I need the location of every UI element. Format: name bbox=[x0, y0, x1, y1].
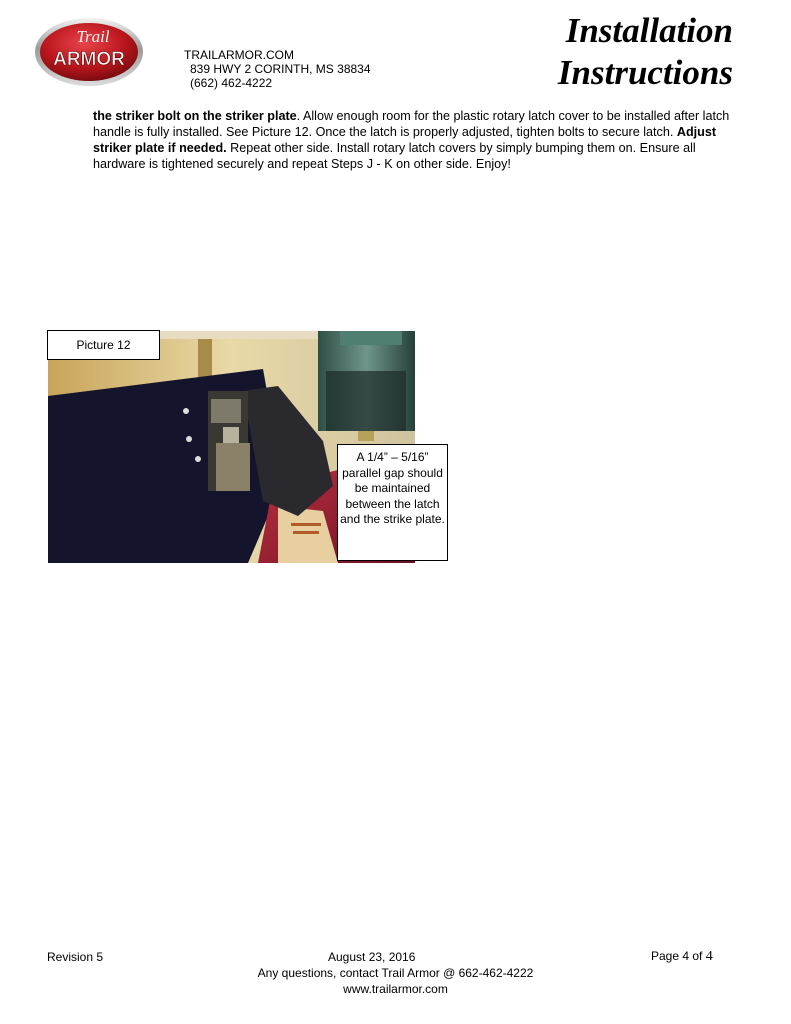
contact-block bbox=[184, 48, 371, 90]
page-number bbox=[651, 949, 713, 965]
gap-callout-box: A 1/4” – 5/16” parallel gap should be maintained between the latch and the strike plate. bbox=[337, 444, 448, 561]
footer-website-link[interactable]: www.trailarmor.com bbox=[343, 982, 448, 996]
page-number-prefix: Page 4 of bbox=[651, 949, 706, 963]
instruction-bold-2: Adjust striker plate if needed. bbox=[93, 125, 717, 155]
logo-trail-text: Trail bbox=[76, 27, 110, 46]
logo-armor-text: ARMOR bbox=[53, 49, 125, 70]
instruction-text-1: . Allow enough room for the plastic rotary latch cover to be installed after latch handle is fully installed. See Picture 12. Once the latch is properly adjusted, tighten bolts to secure latch. bbox=[93, 109, 730, 139]
contact-footer-line: Any questions, contact Trail Armor @ 662-462-4222 bbox=[257, 966, 534, 980]
instruction-paragraph bbox=[93, 108, 743, 172]
company-address: 839 HWY 2 CORINTH, MS 38834 bbox=[190, 62, 371, 76]
title-line-1: Installation bbox=[565, 11, 733, 50]
instruction-text-2: Repeat other side. Install rotary latch covers by simply bumping them on. Ensure all hardware is tightened securely and repeat Steps J - K on other side. Enjoy! bbox=[93, 141, 696, 171]
revision-date: August 23, 2016 bbox=[328, 950, 416, 964]
document-title bbox=[558, 10, 733, 94]
instruction-bold-1: the striker bolt on the striker plate bbox=[93, 109, 297, 123]
company-website: TRAILARMOR.COM bbox=[184, 48, 295, 62]
picture-label: Picture 12 bbox=[47, 330, 160, 360]
revision-number: Revision 5 bbox=[47, 950, 104, 964]
title-line-2: Instructions bbox=[557, 53, 733, 92]
trail-armor-logo bbox=[33, 16, 145, 90]
company-phone: (662) 462-4222 bbox=[190, 76, 273, 90]
page-total: 4 bbox=[705, 949, 713, 964]
